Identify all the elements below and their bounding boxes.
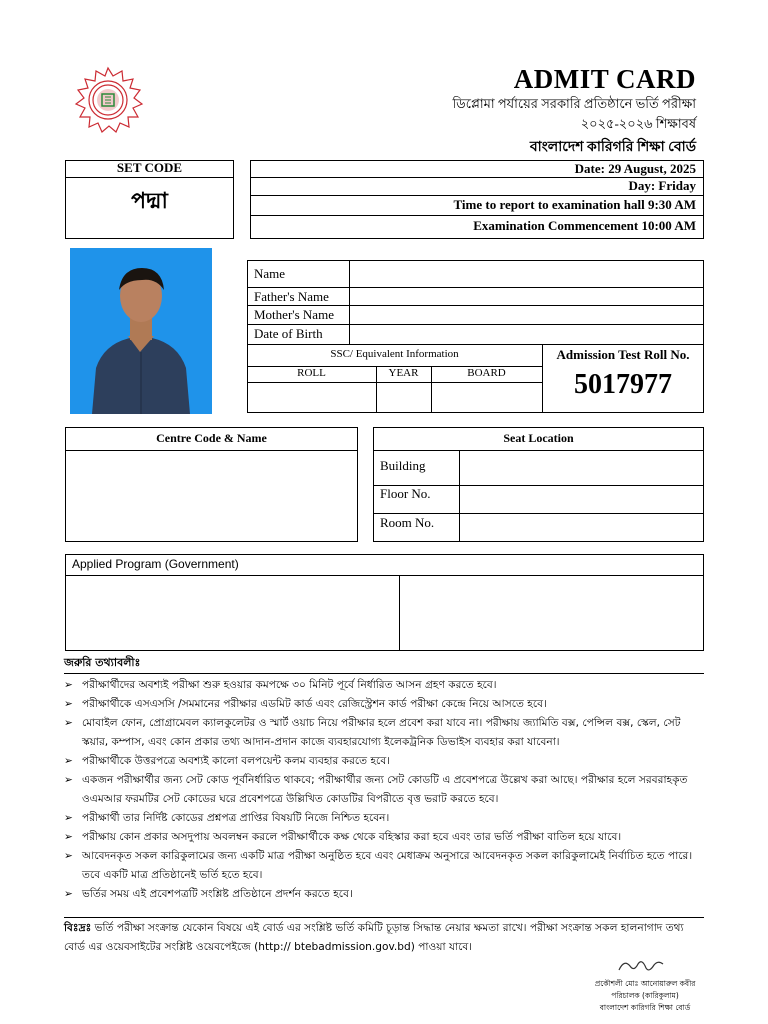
instruction-item — [64, 847, 704, 885]
instruction-text: মোবাইল ফোন, প্রোগ্রামেবল ক্যালকুলেটর ও স্মার্ট ওয়াচ নিয়ে পরীক্ষার হলে প্রবেশ করা যাবে না। পরীক্ষায় জ্যামিতি বক্স, পেন্সিল বক্স, স্কেল, সেট স্কয়ার, কম্পাস, এবং কোন প্রকার তথ্য আদান-প্রদান কাজে ব্যবহারযোগ্য ইলেকট্রনিক ডিভাইস ব্যবহার করা যাবেনা। — [82, 717, 681, 748]
ssc-year-label: YEAR — [388, 367, 419, 379]
ssc-info-label: SSC/ Equivalent Information — [330, 348, 459, 360]
building-label: Building — [380, 458, 426, 473]
arrow-bullet-icon: ➢ — [64, 755, 73, 767]
applied-program-label: Applied Program (Government) — [72, 557, 239, 571]
instruction-item — [64, 809, 704, 828]
instruction-item — [64, 828, 704, 847]
instruction-item — [64, 752, 704, 771]
notes-heading: জরুরি তথ্যাবলীঃ — [64, 656, 141, 669]
admission-roll-number: 5017977 — [574, 369, 672, 400]
ssc-board-label: BOARD — [467, 367, 506, 379]
signatory-org: বাংলাদেশ কারিগরি শিক্ষা বোর্ড — [599, 1003, 691, 1012]
instruction-item — [64, 714, 704, 752]
signatory-block — [560, 978, 730, 1014]
father-name-label: Father's Name — [254, 289, 329, 304]
arrow-bullet-icon: ➢ — [64, 698, 73, 710]
instruction-text: ভর্তির সময় এই প্রবেশপত্রটি সংশ্লিষ্ট প্রতিষ্ঠানে প্রদর্শন করতে হবে। — [82, 888, 353, 900]
dob-label: Date of Birth — [254, 326, 323, 341]
signatory-name: প্রকৌশলী মোঃ আনোয়ারুল কবীর — [594, 979, 696, 988]
instruction-text: পরীক্ষায় কোন প্রকার অসদুপায় অবলম্বন করলে পরীক্ষার্থীকে কক্ষ থেকে বহিস্কার করা হবে এবং তার ভর্তি পরীক্ষা বাতিল হয়ে যাবে। — [82, 831, 622, 843]
instruction-text: পরীক্ষার্থীকে উত্তরপত্রে অবশ্যই কালো বলপয়েন্ট কলম ব্যবহার করতে হবে। — [82, 755, 390, 767]
disclaimer — [64, 919, 704, 957]
arrow-bullet-icon: ➢ — [64, 717, 73, 729]
seat-location-label: Seat Location — [503, 431, 574, 445]
instruction-text: পরীক্ষার্থীকে এসএসসি /সমমানের পরীক্ষার এডমিট কার্ড এবং রেজিস্ট্রেশন কার্ড পরীক্ষা কেন্দ্রে নিয়ে আসতে হবে। — [82, 698, 547, 710]
mother-name-label: Mother's Name — [254, 307, 334, 322]
set-code-label: SET CODE — [116, 160, 183, 175]
instruction-item — [64, 695, 704, 714]
set-code-value: পদ্মা — [131, 189, 168, 214]
instruction-text: আবেদনকৃত সকল কারিকুলামের জন্য একটি মাত্র পরীক্ষা অনুষ্ঠিত হবে এবং মেধাক্রম অনুসারে আবেদনকৃত সকল কারিকুলামেই নির্বাচিত হতে পারে। তবে একটি মাত্র প্রতিষ্ঠানেই ভর্তি হতে হবে। — [82, 850, 693, 881]
session-year: ২০২৫-২০২৬ শিক্ষাবর্ষ — [580, 116, 696, 131]
room-label: Room No. — [380, 515, 435, 530]
instruction-item — [64, 771, 704, 809]
centre-label: Centre Code & Name — [156, 431, 267, 445]
admit-card-title: ADMIT CARD — [513, 64, 696, 94]
exam-subtitle: ডিপ্লোমা পর্যায়ের সরকারি প্রতিষ্ঠানে ভর্তি পরীক্ষা — [452, 96, 696, 111]
instruction-item — [64, 885, 704, 904]
candidate-photo — [70, 248, 212, 414]
exam-date: Date: 29 August, 2025 — [574, 161, 696, 176]
instruction-text: পরীক্ষার্থী তার নির্দিষ্ট কোডের প্রশ্নপত্র প্রাপ্তির বিষয়টি নিজে নিশ্চিত হবেন। — [82, 812, 390, 824]
instruction-text: পরীক্ষার্থীদের অবশ্যই পরীক্ষা শুরু হওয়ার কমপক্ষে ৩০ মিনিট পূর্বে নির্ধারিত আসন গ্রহণ করতে হবে। — [82, 679, 497, 691]
instructions-list — [64, 676, 704, 904]
instruction-text: একজন পরীক্ষার্থীর জন্য সেট কোড পূর্বনির্ধারিত থাকবে; পরীক্ষার্থীর জন্য সেট কোডটি এ প্রবেশপত্রে উল্লেখ করা আছে। পরীক্ষার হলে সরবরাহকৃত ওএমআর ফরমটির সেট কোডের ঘরে প্রবেশপত্রে উল্লিখিত কোডটির বিপরীতে বৃত্ত ভরাট করতে হবে। — [82, 774, 688, 805]
floor-label: Floor No. — [380, 486, 431, 501]
disclaimer-text: ভর্তি পরীক্ষা সংক্রান্ত যেকোন বিষয়ে এই বোর্ড এর সংশ্লিষ্ট ভর্তি কমিটি চূড়ান্ত সিদ্ধান্ত নেয়ার ক্ষমতা রাখে। পরীক্ষা সংক্রান্ত সকল হালনাগাদ তথ্য বোর্ড এর ওয়েবসাইটের সংশ্লিষ্ট ওয়েবপেইজে (http:// btebadmission.gov.bd) পাওয়া যাবে। — [64, 922, 684, 953]
exam-commencement: Examination Commencement 10:00 AM — [473, 218, 696, 233]
board-logo — [72, 66, 144, 134]
exam-day: Day: Friday — [628, 178, 696, 193]
arrow-bullet-icon: ➢ — [64, 831, 73, 843]
instruction-item — [64, 676, 704, 695]
ssc-roll-label: ROLL — [297, 367, 326, 379]
board-seal-icon — [72, 66, 144, 134]
arrow-bullet-icon: ➢ — [64, 850, 73, 862]
board-name: বাংলাদেশ কারিগরি শিক্ষা বোর্ড — [529, 140, 696, 155]
arrow-bullet-icon: ➢ — [64, 679, 73, 691]
arrow-bullet-icon: ➢ — [64, 774, 73, 786]
disclaimer-lead: বিঃদ্রঃ — [64, 922, 92, 934]
report-time: Time to report to examination hall 9:30 AM — [453, 197, 696, 212]
arrow-bullet-icon: ➢ — [64, 812, 73, 824]
name-label: Name — [254, 266, 286, 281]
signatory-designation: পরিচালক (কারিকুলাম) — [611, 991, 679, 1000]
arrow-bullet-icon: ➢ — [64, 888, 73, 900]
admission-roll-label: Admission Test Roll No. — [556, 347, 690, 362]
signature-mark — [616, 956, 666, 976]
